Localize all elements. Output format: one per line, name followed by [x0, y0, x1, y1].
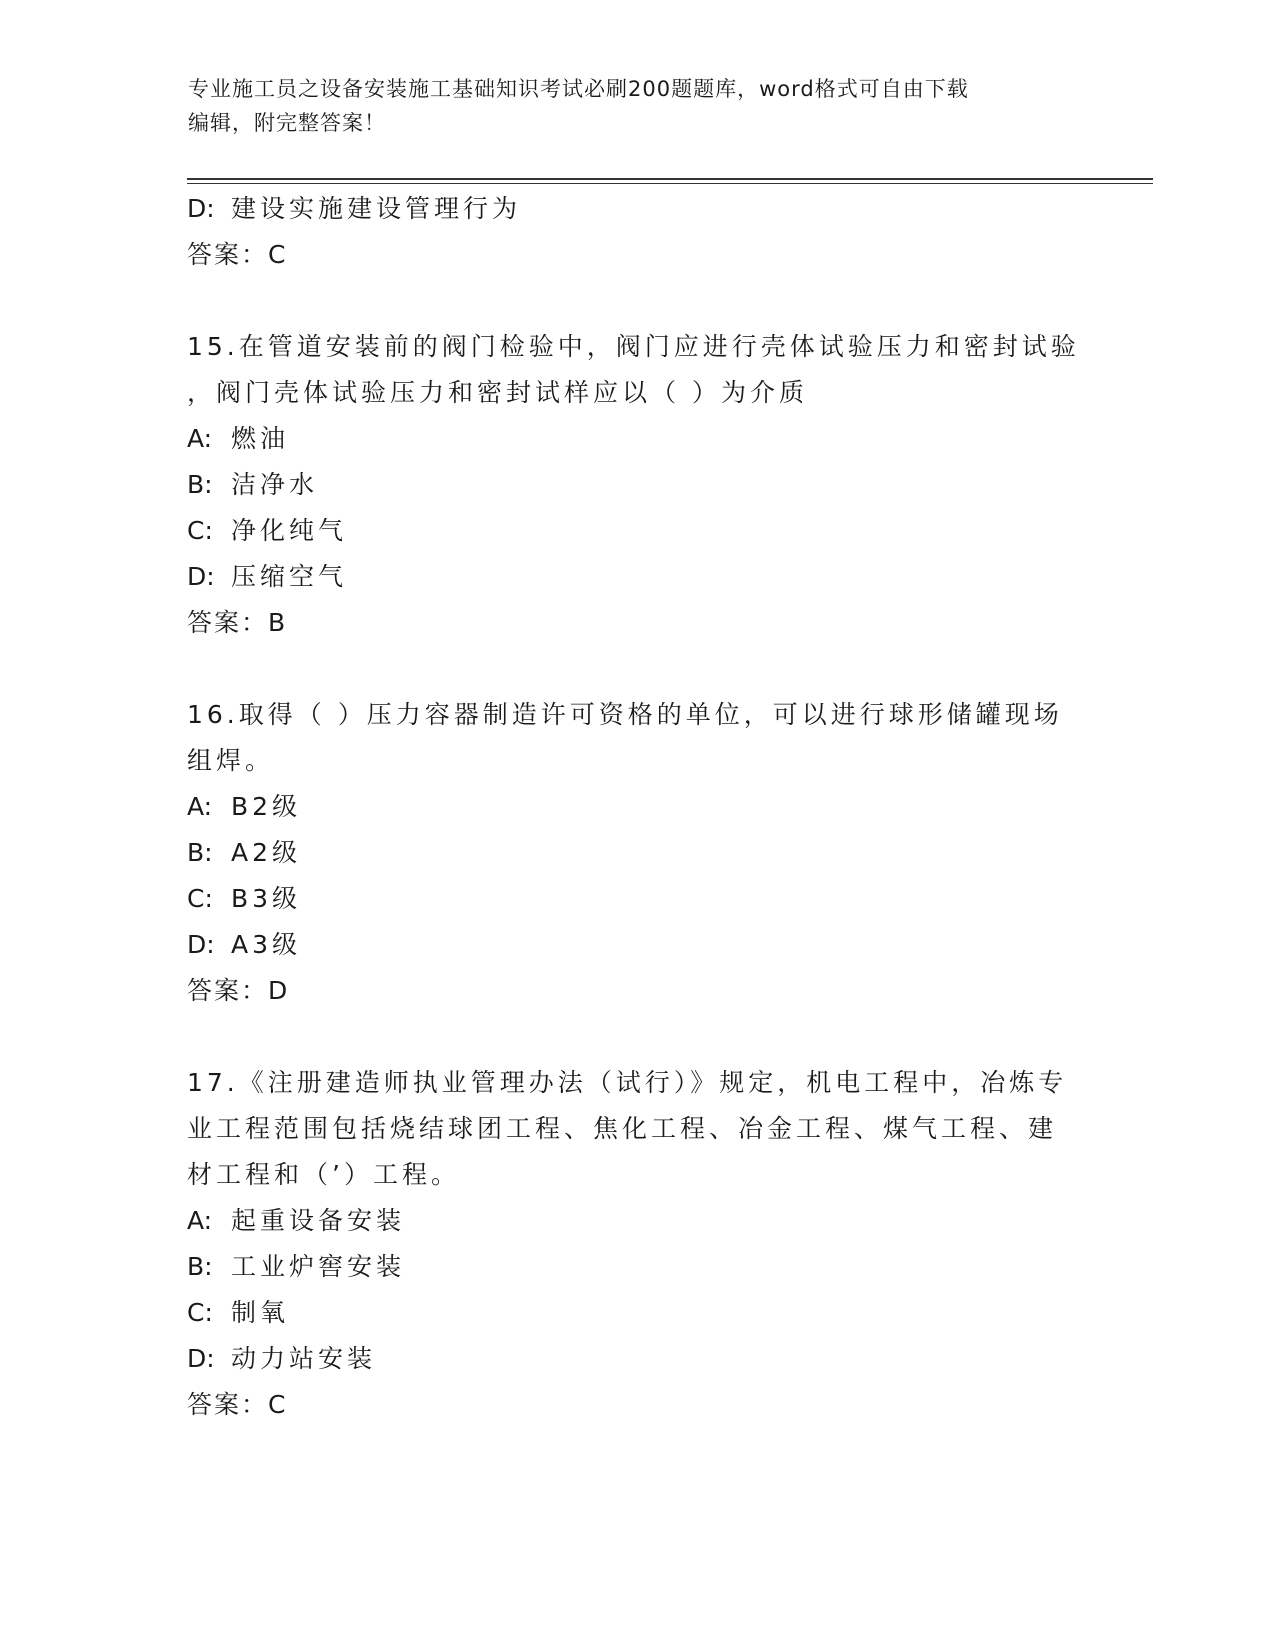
question-stem-line: 材工程和（’）工程。: [187, 1160, 460, 1189]
question-stem-line: 16.取得（ ）压力容器制造许可资格的单位，可以进行球形储罐现场: [187, 700, 1063, 729]
option-label: A:: [187, 1206, 213, 1235]
option-a: [187, 1198, 1087, 1244]
option-text: 压缩空气: [231, 562, 348, 591]
option-b: [187, 830, 1087, 876]
option-label: B:: [187, 470, 213, 499]
option-b: [187, 1244, 1087, 1290]
option-d: [187, 186, 1087, 232]
option-text: 燃油: [231, 424, 290, 453]
option-label: C:: [187, 1298, 213, 1327]
question-17: [187, 1060, 1087, 1428]
option-text: A3级: [231, 930, 302, 959]
option-text: 制氧: [231, 1298, 290, 1327]
option-label: A:: [187, 424, 213, 453]
option-label: C:: [187, 516, 213, 545]
header-divider: [187, 178, 1153, 184]
answer-line: 答案：C: [187, 240, 288, 269]
option-text: B2级: [231, 792, 302, 821]
option-text: A2级: [231, 838, 302, 867]
option-label: C:: [187, 884, 213, 913]
option-d: [187, 554, 1087, 600]
option-c: [187, 876, 1087, 922]
option-text: B3级: [231, 884, 302, 913]
option-text: 动力站安装: [231, 1344, 377, 1373]
option-label: B:: [187, 1252, 213, 1281]
option-d: [187, 1336, 1087, 1382]
question-stem-line: 业工程范围包括烧结球团工程、焦化工程、冶金工程、煤气工程、建: [187, 1114, 1058, 1143]
option-c: [187, 508, 1087, 554]
option-text: 工业炉窖安装: [231, 1252, 406, 1281]
option-label: D:: [187, 930, 215, 959]
option-label: A:: [187, 792, 213, 821]
question-stem-line: 17.《注册建造师执业管理办法（试行）》规定，机电工程中，冶炼专: [187, 1068, 1068, 1097]
header-title-line-2: 编辑，附完整答案！: [188, 111, 386, 135]
option-label: D:: [187, 562, 215, 591]
option-b: [187, 462, 1087, 508]
option-label: D:: [187, 1344, 215, 1373]
option-label: B:: [187, 838, 213, 867]
option-text: 净化纯气: [231, 516, 348, 545]
question-16: [187, 692, 1087, 1014]
option-text: 建设实施建设管理行为: [231, 194, 522, 223]
option-d: [187, 922, 1087, 968]
page-header: [188, 72, 1088, 140]
question-stem-line: ，阀门壳体试验压力和密封试样应以（ ）为介质: [187, 378, 808, 407]
question-15: [187, 324, 1087, 646]
option-text: 洁净水: [231, 470, 319, 499]
option-text: 起重设备安装: [231, 1206, 406, 1235]
carryover-block: [187, 186, 1087, 278]
answer-line: 答案：D: [187, 976, 290, 1005]
answer-line: 答案：B: [187, 608, 288, 637]
question-stem-line: 15.在管道安装前的阀门检验中，阀门应进行壳体试验压力和密封试验: [187, 332, 1080, 361]
option-label: D:: [187, 194, 215, 223]
option-c: [187, 1290, 1087, 1336]
question-stem-line: 组焊。: [187, 746, 275, 775]
answer-line: 答案：C: [187, 1390, 288, 1419]
option-a: [187, 784, 1087, 830]
header-title-line-1: 专业施工员之设备安装施工基础知识考试必刷200题题库，word格式可自由下载: [188, 77, 969, 101]
option-a: [187, 416, 1087, 462]
document-body: [187, 186, 1087, 1428]
